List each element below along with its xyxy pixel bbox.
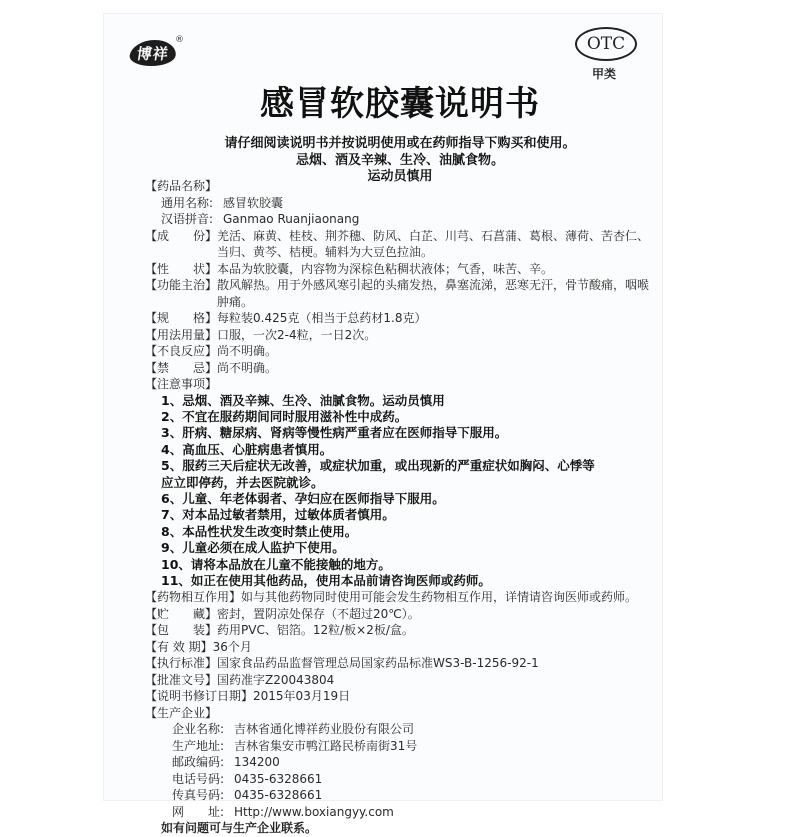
precaution-item: 8、本品性状发生改变时禁止使用。 <box>161 523 358 539</box>
document-title: 感冒软胶囊说明书 <box>260 84 540 124</box>
field-shelf-life <box>145 639 655 656</box>
otc-class-label: 甲类 <box>592 67 617 81</box>
manufacturer-row-value: 134200 <box>234 755 280 770</box>
manufacturer-row-label: 传真号码: <box>172 788 225 803</box>
field-value: 2015年03月19日 <box>253 689 351 704</box>
manufacturer-row-label: 邮政编码: <box>172 755 225 770</box>
field-adverse-reactions <box>145 343 655 360</box>
field-revision-date <box>145 688 655 705</box>
field-value: 散风解热。用于外感风寒引起的头痛发热，鼻塞流涕，恶寒无汗，骨节酸痛，咽喉肿痛。 <box>217 278 650 309</box>
field-value: 尚不明确。 <box>217 360 278 375</box>
precaution-item: 9、儿童必须在成人监护下使用。 <box>161 540 345 556</box>
precaution-item: 3、肝病、糖尿病、肾病等慢性病严重者应在医师指导下服用。 <box>161 425 508 441</box>
manufacturer-row-value: 吉林省集安市鸭江路民桥南街31号 <box>234 738 418 753</box>
field-label: 【执行标准】 <box>145 656 218 671</box>
field-description <box>145 261 655 278</box>
common-name-label: 通用名称: <box>161 195 214 210</box>
manufacturer-row <box>145 771 655 788</box>
field-label: 【成 份】 <box>145 228 218 243</box>
brand-logo-text: 博祥 <box>135 44 171 63</box>
otc-badge-text: OTC <box>586 34 626 54</box>
precaution-item: 1、忌烟、酒及辛辣、生冷、油腻食物。运动员慎用 <box>161 392 445 408</box>
precaution-item: 7、对本品过敏者禁用，过敏体质者慎用。 <box>161 507 395 523</box>
field-value: 药用PVC、铝箔。12粒/板×2板/盒。 <box>217 623 414 638</box>
field-storage <box>145 606 655 623</box>
manufacturer-row-value: 吉林省通化博祥药业股份有限公司 <box>234 722 415 737</box>
manufacturer-row <box>145 787 655 804</box>
precautions-heading <box>145 376 655 393</box>
common-name-value: 感冒软胶囊 <box>223 195 284 210</box>
field-value: 口服，一次2-4粒，一日2次。 <box>217 327 377 342</box>
manufacturer-row <box>145 804 655 821</box>
field-value: 如与其他药物同时使用可能会发生药物相互作用，详情请咨询医师或药师。 <box>241 590 638 605</box>
field-ingredients <box>145 228 655 261</box>
field-label: 【功能主治】 <box>145 278 218 292</box>
drug-name-heading <box>145 178 655 195</box>
warning-line-2: 忌烟、酒及辛辣、生冷、油腻食物。 <box>295 153 504 168</box>
precaution-item: 6、儿童、年老体弱者、孕妇应在医师指导下服用。 <box>161 490 445 506</box>
field-strength <box>145 310 655 327</box>
field-value: 本品为软胶囊，内容物为深棕色粘稠状液体；气香，味苦、辛。 <box>217 261 554 276</box>
precaution-item: 4、高血压、心脏病患者慎用。 <box>161 441 333 457</box>
field-value: 尚不明确。 <box>217 344 278 358</box>
otc-badge <box>575 27 637 61</box>
manufacturer-row-label: 电话号码: <box>172 771 225 786</box>
pinyin-value: Ganmao Ruanjiaonang <box>223 212 360 226</box>
precaution-item-continuation: 应立即停药，并去医院就诊。 <box>161 474 324 490</box>
field-label: 【说明书修订日期】 <box>145 689 254 704</box>
field-indications <box>145 277 655 310</box>
manufacturer-row-value: 0435-6328661 <box>234 771 323 786</box>
field-value: 36个月 <box>212 639 252 654</box>
field-label: 【不良反应】 <box>145 344 218 358</box>
field-approval-number <box>145 672 655 689</box>
field-label: 【药物相互作用】 <box>145 590 242 605</box>
field-label: 【规 格】 <box>145 311 218 325</box>
precaution-item: 11、如正在使用其他药品，使用本品前请咨询医师或药师。 <box>161 572 491 588</box>
field-interactions <box>145 589 655 606</box>
field-value: 羌活、麻黄、桂枝、荆芥穗、防风、白芷、川芎、石菖蒲、葛根、薄荷、苦杏仁、当归、黄芩、桔梗。辅料为大豆色拉油。 <box>217 228 650 259</box>
drug-name-label: 【药品名称】 <box>145 179 218 193</box>
field-label: 【有 效 期】 <box>145 639 213 654</box>
field-label: 【禁 忌】 <box>145 360 218 375</box>
precaution-item: 10、请将本品放在儿童不能接触的地方。 <box>161 556 391 572</box>
field-value: 密封，置阴凉处保存（不超过20℃）。 <box>217 606 420 621</box>
contact-note: 如有问题可与生产企业联系。 <box>161 821 318 836</box>
field-value: 每粒装0.425克（相当于总药材1.8克） <box>217 311 427 325</box>
warning-line-3: 运动员慎用 <box>367 169 433 184</box>
manufacturer-heading <box>145 705 655 722</box>
pinyin-label: 汉语拼音: <box>161 212 214 226</box>
precautions-label: 【注意事项】 <box>145 377 218 391</box>
leaflet-content <box>145 178 655 837</box>
field-label: 【性 状】 <box>145 261 218 276</box>
registered-mark: ® <box>175 35 184 45</box>
manufacturer-row-label: 网 址: <box>172 804 225 819</box>
field-label: 【用法用量】 <box>145 327 218 342</box>
manufacturer-row <box>145 721 655 738</box>
field-contraindications <box>145 360 655 377</box>
field-value: 国家食品药品监督管理总局国家药品标准WS3-B-1256-92-1 <box>217 656 539 671</box>
warning-line-1: 请仔细阅读说明书并按说明使用或在药师指导下购买和使用。 <box>224 136 576 151</box>
manufacturer-row-label: 生产地址: <box>172 738 225 753</box>
field-label: 【批准文号】 <box>145 672 218 687</box>
field-label: 【贮 藏】 <box>145 606 218 621</box>
precaution-item: 5、服药三天后症状无改善，或症状加重，或出现新的严重症状如胸闷、心悸等 <box>161 458 595 474</box>
manufacturer-row-value: 0435-6328661 <box>234 788 323 803</box>
field-dosage <box>145 327 655 344</box>
common-name-row <box>145 195 655 212</box>
manufacturer-website: Http://www.boxiangyy.com <box>234 804 394 819</box>
manufacturer-row <box>145 738 655 755</box>
pinyin-row <box>145 211 655 228</box>
field-packaging <box>145 622 655 639</box>
manufacturer-row-label: 企业名称: <box>172 722 225 737</box>
manufacturer-label: 【生产企业】 <box>145 705 218 720</box>
field-standard <box>145 655 655 672</box>
manufacturer-row <box>145 754 655 771</box>
field-value: 国药准字Z20043804 <box>217 672 335 687</box>
field-label: 【包 装】 <box>145 623 218 638</box>
precaution-item: 2、不宜在服药期间同时服用滋补性中成药。 <box>161 408 408 424</box>
